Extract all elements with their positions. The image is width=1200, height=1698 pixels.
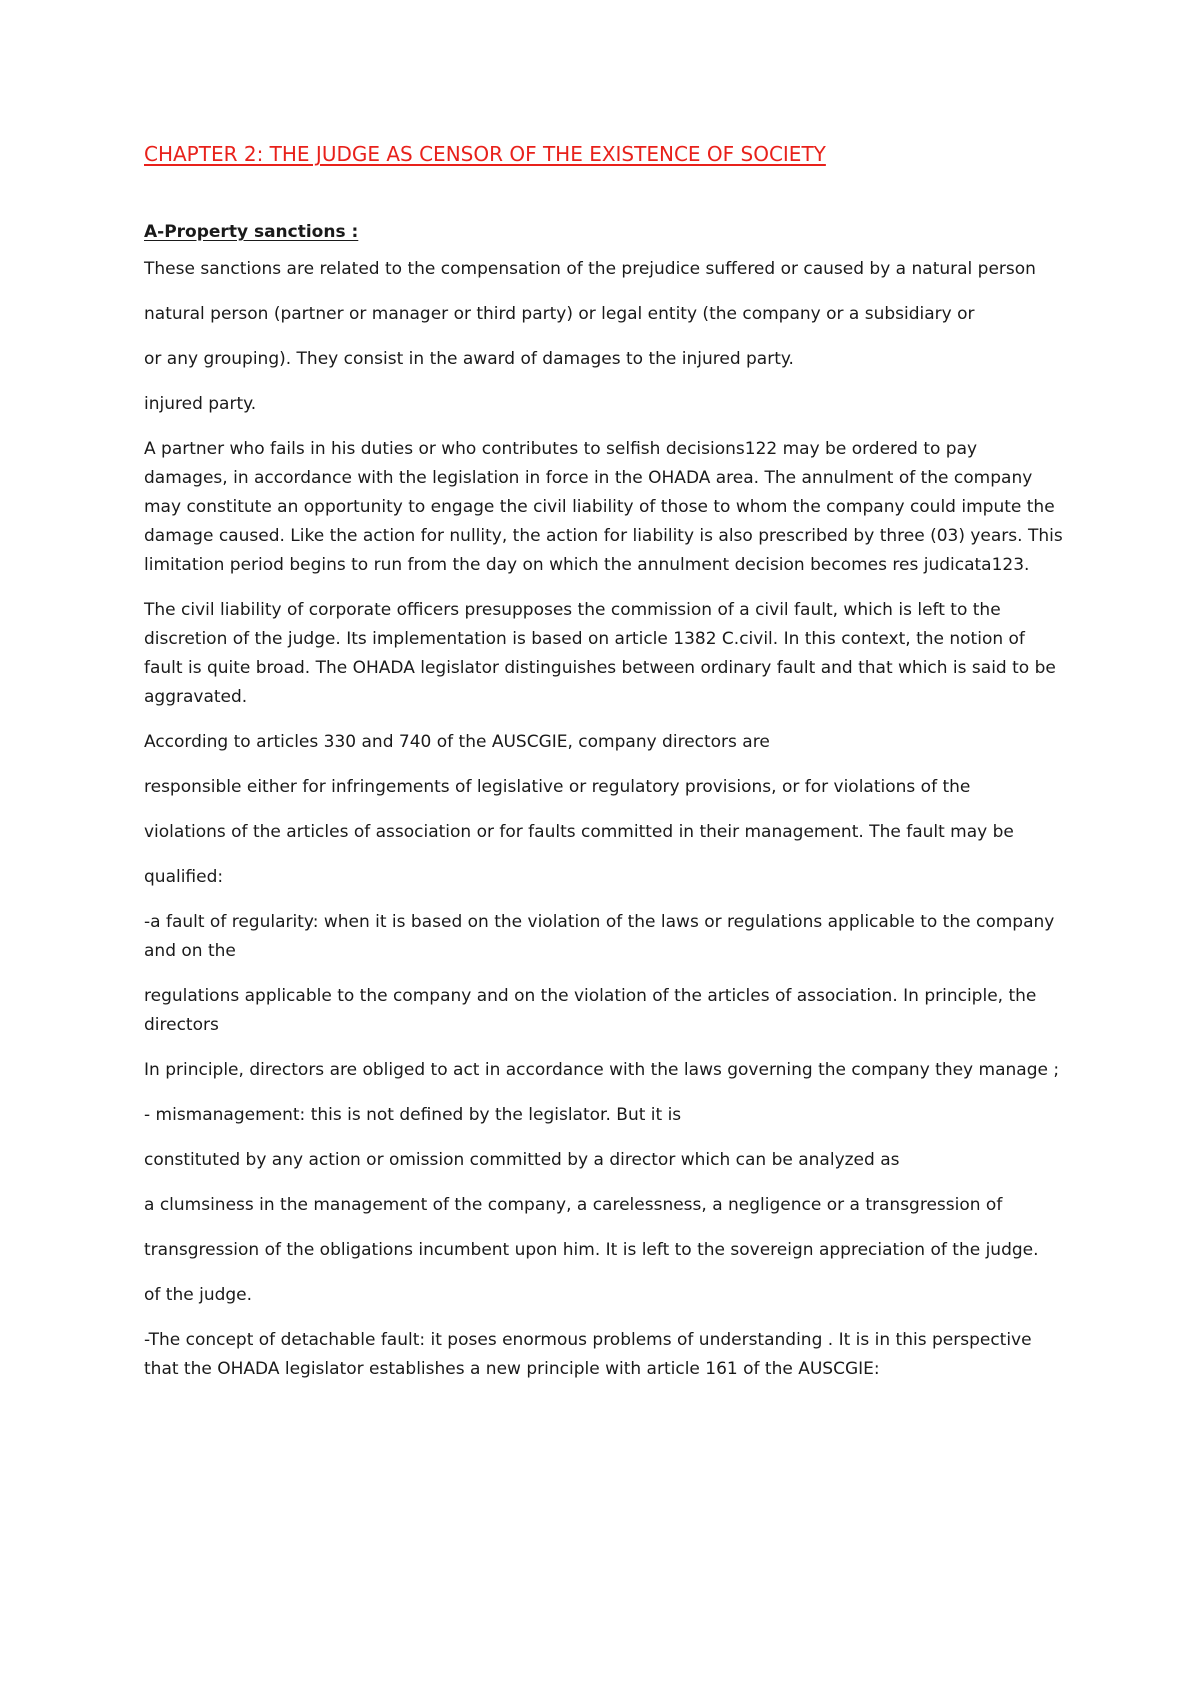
paragraph: In principle, directors are obliged to act in accordance with the laws governing the company they manage ; bbox=[144, 1060, 1060, 1080]
paragraph: -a fault of regularity: when it is based on the violation of the laws or regulations applicable to the company and on the bbox=[144, 912, 1055, 961]
paragraph: violations of the articles of association or for faults committed in their management. The fault may be bbox=[144, 822, 1014, 842]
paragraph: qualified: bbox=[144, 867, 224, 887]
section-heading: A-Property sanctions : bbox=[144, 222, 359, 242]
paragraph: responsible either for infringements of legislative or regulatory provisions, or for violations of the bbox=[144, 777, 971, 797]
paragraph: a clumsiness in the management of the company, a carelessness, a negligence or a transgression of bbox=[144, 1195, 1003, 1215]
paragraph: A partner who fails in his duties or who contributes to selfish decisions122 may be ordered to pay damages, in accordance with the legislation in force in the OHADA area. The annulment of the company may constitute an opportunity to engage the civil liability of those to whom the company could impute the damage caused. Like the action for nullity, the action for liability is also prescribed by three (03) years. This limitation period begins to run from the day on which the annulment decision becomes res judicata123. bbox=[144, 439, 1063, 575]
paragraph: -The concept of detachable fault: it poses enormous problems of understanding . It is in this perspective that the OHADA legislator establishes a new principle with article 161 of the AUSCGIE: bbox=[144, 1330, 1032, 1379]
paragraph: regulations applicable to the company and on the violation of the articles of association. In principle, the directors bbox=[144, 986, 1037, 1035]
paragraph: - mismanagement: this is not defined by the legislator. But it is bbox=[144, 1105, 682, 1125]
paragraph: transgression of the obligations incumbent upon him. It is left to the sovereign appreciation of the judge. bbox=[144, 1240, 1039, 1260]
paragraph: natural person (partner or manager or third party) or legal entity (the company or a subsidiary or bbox=[144, 304, 975, 324]
paragraph: According to articles 330 and 740 of the AUSCGIE, company directors are bbox=[144, 732, 770, 752]
paragraph: injured party. bbox=[144, 394, 257, 414]
paragraph: The civil liability of corporate officers presupposes the commission of a civil fault, which is left to the discretion of the judge. Its implementation is based on article 1382 C.civil. In this context, the notion of fault is quite broad. The OHADA legislator distinguishes between ordinary fault and that which is said to be aggravated. bbox=[144, 600, 1056, 707]
paragraph: or any grouping). They consist in the award of damages to the injured party. bbox=[144, 349, 794, 369]
paragraph: constituted by any action or omission committed by a director which can be analyzed as bbox=[144, 1150, 900, 1170]
document-body bbox=[144, 140, 1064, 1400]
paragraph: of the judge. bbox=[144, 1285, 253, 1305]
paragraph: These sanctions are related to the compensation of the prejudice suffered or caused by a natural person bbox=[144, 259, 1036, 279]
chapter-title: CHAPTER 2: THE JUDGE AS CENSOR OF THE EXISTENCE OF SOCIETY bbox=[144, 142, 826, 166]
